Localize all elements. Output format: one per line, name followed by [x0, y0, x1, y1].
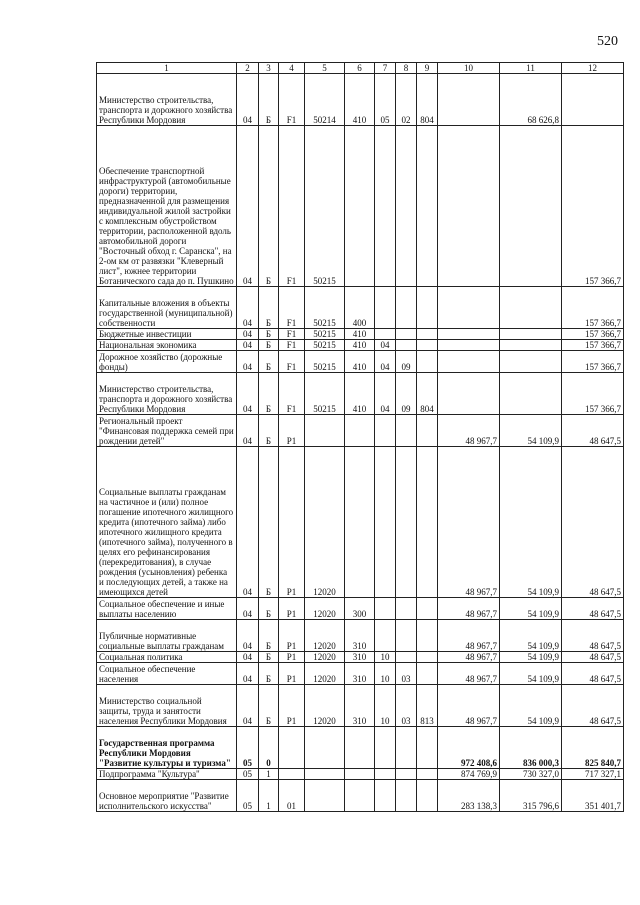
- cell-code-a: 05: [237, 769, 259, 780]
- cell-value-1: [438, 340, 500, 351]
- cell-code-g: [396, 447, 417, 598]
- cell-code-f: [375, 126, 396, 287]
- table-row: [97, 598, 624, 620]
- cell-code-f: 10: [375, 663, 396, 685]
- cell-value-2: [500, 126, 562, 287]
- cell-code-a: 04: [237, 620, 259, 652]
- cell-value-2: 54 109,9: [500, 652, 562, 663]
- cell-code-g: [396, 598, 417, 620]
- cell-code-h: [417, 769, 438, 780]
- page-number: 520: [597, 34, 618, 49]
- cell-value-1: 283 138,3: [438, 780, 500, 812]
- cell-value-2: [500, 373, 562, 415]
- cell-value-1: 48 967,7: [438, 447, 500, 598]
- cell-code-f: [375, 769, 396, 780]
- cell-code-g: [396, 652, 417, 663]
- cell-row-name: Социальное обеспечение населения: [97, 663, 237, 685]
- cell-code-h: [417, 620, 438, 652]
- cell-code-a: 04: [237, 652, 259, 663]
- cell-code-f: 04: [375, 340, 396, 351]
- column-header: 12: [562, 63, 624, 74]
- cell-row-name: Государственная программа Республики Мордовия "Развитие культуры и туризма": [97, 727, 237, 769]
- cell-row-name: Подпрограмма "Культура": [97, 769, 237, 780]
- cell-code-d: [305, 769, 345, 780]
- cell-code-d: 50215: [305, 329, 345, 340]
- table-row: [97, 373, 624, 415]
- cell-value-2: 54 109,9: [500, 598, 562, 620]
- cell-code-g: [396, 329, 417, 340]
- cell-value-3: 48 647,5: [562, 447, 624, 598]
- table-row: [97, 126, 624, 287]
- cell-row-name: Министерство строительства, транспорта и дорожного хозяйства Республики Мордовия: [97, 74, 237, 126]
- column-header: 1: [97, 63, 237, 74]
- cell-code-g: 02: [396, 74, 417, 126]
- cell-code-b: Б: [259, 373, 279, 415]
- cell-code-c: P1: [279, 652, 305, 663]
- cell-code-c: F1: [279, 287, 305, 329]
- cell-row-name: Социальная политика: [97, 652, 237, 663]
- cell-value-3: 48 647,5: [562, 685, 624, 727]
- cell-value-3: 48 647,5: [562, 652, 624, 663]
- cell-code-f: [375, 329, 396, 340]
- cell-code-e: [345, 447, 375, 598]
- cell-code-f: [375, 727, 396, 769]
- cell-code-d: 12020: [305, 685, 345, 727]
- cell-code-g: [396, 415, 417, 447]
- cell-value-3: 157 366,7: [562, 351, 624, 373]
- cell-value-3: 48 647,5: [562, 598, 624, 620]
- cell-code-a: 04: [237, 685, 259, 727]
- cell-code-a: 05: [237, 727, 259, 769]
- table-row: [97, 780, 624, 812]
- cell-value-3: 157 366,7: [562, 287, 624, 329]
- cell-code-g: [396, 780, 417, 812]
- cell-code-d: [305, 780, 345, 812]
- cell-code-e: 410: [345, 373, 375, 415]
- cell-code-g: [396, 620, 417, 652]
- cell-code-b: Б: [259, 126, 279, 287]
- cell-code-h: [417, 351, 438, 373]
- cell-code-b: Б: [259, 447, 279, 598]
- cell-value-1: 972 408,6: [438, 727, 500, 769]
- column-header: 4: [279, 63, 305, 74]
- table-row: [97, 329, 624, 340]
- column-header: 9: [417, 63, 438, 74]
- cell-value-2: 54 109,9: [500, 685, 562, 727]
- cell-row-name: Публичные нормативные социальные выплаты гражданам: [97, 620, 237, 652]
- cell-value-1: [438, 74, 500, 126]
- cell-code-h: 804: [417, 74, 438, 126]
- cell-code-b: Б: [259, 340, 279, 351]
- cell-value-1: [438, 329, 500, 340]
- cell-code-a: 04: [237, 373, 259, 415]
- cell-code-e: 300: [345, 598, 375, 620]
- cell-code-e: 400: [345, 287, 375, 329]
- cell-value-2: 54 109,9: [500, 415, 562, 447]
- cell-code-f: 10: [375, 652, 396, 663]
- table-row: [97, 620, 624, 652]
- cell-code-c: P1: [279, 663, 305, 685]
- cell-value-3: 717 327,1: [562, 769, 624, 780]
- cell-code-d: 12020: [305, 652, 345, 663]
- cell-value-1: 48 967,7: [438, 415, 500, 447]
- cell-value-2: [500, 287, 562, 329]
- table-row: [97, 74, 624, 126]
- cell-row-name: Социальное обеспечение и иные выплаты населению: [97, 598, 237, 620]
- cell-code-c: F1: [279, 126, 305, 287]
- cell-code-b: Б: [259, 74, 279, 126]
- cell-code-h: [417, 447, 438, 598]
- cell-code-f: [375, 287, 396, 329]
- cell-row-name: Бюджетные инвестиции: [97, 329, 237, 340]
- cell-code-b: Б: [259, 287, 279, 329]
- cell-code-d: [305, 727, 345, 769]
- cell-value-2: 836 000,3: [500, 727, 562, 769]
- cell-code-b: Б: [259, 598, 279, 620]
- cell-code-g: [396, 769, 417, 780]
- cell-code-d: [305, 415, 345, 447]
- cell-value-1: [438, 287, 500, 329]
- cell-code-b: 1: [259, 769, 279, 780]
- cell-code-e: 310: [345, 685, 375, 727]
- cell-code-b: Б: [259, 415, 279, 447]
- cell-value-2: 54 109,9: [500, 620, 562, 652]
- cell-value-1: 48 967,7: [438, 663, 500, 685]
- cell-code-a: 04: [237, 340, 259, 351]
- table-row: [97, 685, 624, 727]
- cell-code-a: 04: [237, 415, 259, 447]
- cell-value-1: [438, 373, 500, 415]
- cell-row-name: Обеспечение транспортной инфраструктурой (автомобильные дороги) территории, предназначенной для размещения индивидуальной жилой застройки с комплексным обустройством территории, расположенной вдоль автомобильной дороги "Восточный обход г. Саранска", на 2-ом км от развязки "Клеверный лист", южнее территории Ботанического сада до п. Пушкино: [97, 126, 237, 287]
- column-header: 5: [305, 63, 345, 74]
- cell-code-a: 04: [237, 598, 259, 620]
- cell-value-2: 68 626,8: [500, 74, 562, 126]
- table-row: [97, 652, 624, 663]
- cell-code-a: 04: [237, 663, 259, 685]
- cell-code-c: F1: [279, 373, 305, 415]
- cell-code-h: [417, 727, 438, 769]
- cell-row-name: Социальные выплаты гражданам на частичное и (или) полное погашение ипотечного жилищного кредита (ипотечного займа) либо ипотечного жилищного кредита (ипотечного займа), полученного в целях его рефинансирования (перекредитования), в случае рождения (усыновления) ребенка и последующих детей, а также на имеющихся детей: [97, 447, 237, 598]
- cell-code-h: 804: [417, 373, 438, 415]
- cell-row-name: Дорожное хозяйство (дорожные фонды): [97, 351, 237, 373]
- cell-value-1: 48 967,7: [438, 598, 500, 620]
- table-row: [97, 663, 624, 685]
- cell-code-f: 04: [375, 351, 396, 373]
- cell-code-e: 410: [345, 340, 375, 351]
- cell-code-g: 03: [396, 685, 417, 727]
- cell-code-g: 09: [396, 373, 417, 415]
- cell-code-f: 10: [375, 685, 396, 727]
- cell-code-c: F1: [279, 329, 305, 340]
- cell-code-a: 04: [237, 287, 259, 329]
- cell-code-e: 410: [345, 74, 375, 126]
- column-header: 2: [237, 63, 259, 74]
- cell-code-f: [375, 620, 396, 652]
- cell-code-g: [396, 727, 417, 769]
- cell-code-d: 12020: [305, 447, 345, 598]
- cell-value-1: 48 967,7: [438, 685, 500, 727]
- cell-code-f: [375, 447, 396, 598]
- cell-code-h: [417, 652, 438, 663]
- cell-value-2: [500, 351, 562, 373]
- cell-code-d: 50215: [305, 126, 345, 287]
- cell-value-1: [438, 351, 500, 373]
- cell-code-f: [375, 415, 396, 447]
- cell-value-3: 157 366,7: [562, 373, 624, 415]
- cell-value-3: 48 647,5: [562, 415, 624, 447]
- cell-code-c: P1: [279, 598, 305, 620]
- cell-code-c: F1: [279, 340, 305, 351]
- cell-code-b: Б: [259, 329, 279, 340]
- cell-code-g: 09: [396, 351, 417, 373]
- cell-code-a: 04: [237, 126, 259, 287]
- cell-value-2: 315 796,6: [500, 780, 562, 812]
- cell-code-b: Б: [259, 620, 279, 652]
- cell-code-h: [417, 780, 438, 812]
- cell-value-1: 48 967,7: [438, 652, 500, 663]
- cell-code-g: [396, 340, 417, 351]
- cell-code-h: [417, 287, 438, 329]
- column-header: 10: [438, 63, 500, 74]
- cell-code-d: 50214: [305, 74, 345, 126]
- cell-code-g: [396, 287, 417, 329]
- cell-code-h: [417, 598, 438, 620]
- cell-row-name: Министерство строительства, транспорта и дорожного хозяйства Республики Мордовия: [97, 373, 237, 415]
- cell-code-a: 05: [237, 780, 259, 812]
- cell-value-1: 48 967,7: [438, 620, 500, 652]
- column-header: 6: [345, 63, 375, 74]
- column-header: 3: [259, 63, 279, 74]
- cell-code-d: 50215: [305, 373, 345, 415]
- cell-code-c: F1: [279, 74, 305, 126]
- cell-code-e: 310: [345, 620, 375, 652]
- cell-value-2: [500, 340, 562, 351]
- table-row: [97, 447, 624, 598]
- cell-code-b: 1: [259, 780, 279, 812]
- cell-value-3: 157 366,7: [562, 126, 624, 287]
- cell-code-a: 04: [237, 74, 259, 126]
- cell-code-c: P1: [279, 620, 305, 652]
- cell-code-h: 813: [417, 685, 438, 727]
- cell-code-h: [417, 126, 438, 287]
- cell-code-d: 12020: [305, 663, 345, 685]
- cell-code-h: [417, 329, 438, 340]
- cell-code-e: [345, 780, 375, 812]
- cell-code-c: F1: [279, 351, 305, 373]
- cell-row-name: Региональный проект "Финансовая поддержка семей при рождении детей": [97, 415, 237, 447]
- cell-code-d: 12020: [305, 620, 345, 652]
- column-header: 8: [396, 63, 417, 74]
- cell-value-2: 54 109,9: [500, 663, 562, 685]
- cell-code-d: 50215: [305, 287, 345, 329]
- cell-code-e: [345, 126, 375, 287]
- table-row: [97, 287, 624, 329]
- cell-code-b: 0: [259, 727, 279, 769]
- cell-row-name: Министерство социальной защиты, труда и занятости населения Республики Мордовия: [97, 685, 237, 727]
- cell-code-e: 410: [345, 351, 375, 373]
- cell-code-g: [396, 126, 417, 287]
- cell-code-b: Б: [259, 663, 279, 685]
- budget-table: [96, 62, 624, 812]
- cell-value-3: 157 366,7: [562, 329, 624, 340]
- cell-value-1: 874 769,9: [438, 769, 500, 780]
- cell-row-name: Капитальные вложения в объекты государственной (муниципальной) собственности: [97, 287, 237, 329]
- cell-code-h: [417, 663, 438, 685]
- cell-value-1: [438, 126, 500, 287]
- cell-code-d: 50215: [305, 351, 345, 373]
- column-header: 11: [500, 63, 562, 74]
- cell-code-f: [375, 780, 396, 812]
- cell-code-b: Б: [259, 685, 279, 727]
- table-row: [97, 727, 624, 769]
- table-row: [97, 415, 624, 447]
- cell-code-a: 04: [237, 329, 259, 340]
- cell-value-3: 157 366,7: [562, 340, 624, 351]
- cell-code-c: P1: [279, 685, 305, 727]
- cell-value-3: 825 840,7: [562, 727, 624, 769]
- cell-value-3: 48 647,5: [562, 620, 624, 652]
- cell-code-e: 310: [345, 663, 375, 685]
- table-row: [97, 351, 624, 373]
- cell-code-f: 05: [375, 74, 396, 126]
- cell-code-h: [417, 340, 438, 351]
- table-row: [97, 340, 624, 351]
- cell-code-e: [345, 415, 375, 447]
- cell-value-2: [500, 329, 562, 340]
- cell-code-b: Б: [259, 652, 279, 663]
- cell-value-3: 48 647,5: [562, 663, 624, 685]
- cell-code-e: [345, 727, 375, 769]
- cell-code-a: 04: [237, 351, 259, 373]
- cell-row-name: Основное мероприятие "Развитие исполнительского искусства": [97, 780, 237, 812]
- cell-code-e: [345, 769, 375, 780]
- cell-code-e: 310: [345, 652, 375, 663]
- cell-value-2: 730 327,0: [500, 769, 562, 780]
- cell-code-f: 04: [375, 373, 396, 415]
- cell-value-2: 54 109,9: [500, 447, 562, 598]
- cell-code-c: P1: [279, 447, 305, 598]
- table-header-row: [97, 63, 624, 74]
- cell-value-3: [562, 74, 624, 126]
- cell-code-a: 04: [237, 447, 259, 598]
- cell-code-d: 12020: [305, 598, 345, 620]
- table-row: [97, 769, 624, 780]
- cell-code-f: [375, 598, 396, 620]
- cell-code-c: 01: [279, 780, 305, 812]
- cell-code-e: 410: [345, 329, 375, 340]
- cell-value-3: 351 401,7: [562, 780, 624, 812]
- cell-code-d: 50215: [305, 340, 345, 351]
- cell-code-c: [279, 769, 305, 780]
- cell-row-name: Национальная экономика: [97, 340, 237, 351]
- cell-code-c: P1: [279, 415, 305, 447]
- column-header: 7: [375, 63, 396, 74]
- cell-code-c: [279, 727, 305, 769]
- cell-code-b: Б: [259, 351, 279, 373]
- cell-code-h: [417, 415, 438, 447]
- cell-code-g: 03: [396, 663, 417, 685]
